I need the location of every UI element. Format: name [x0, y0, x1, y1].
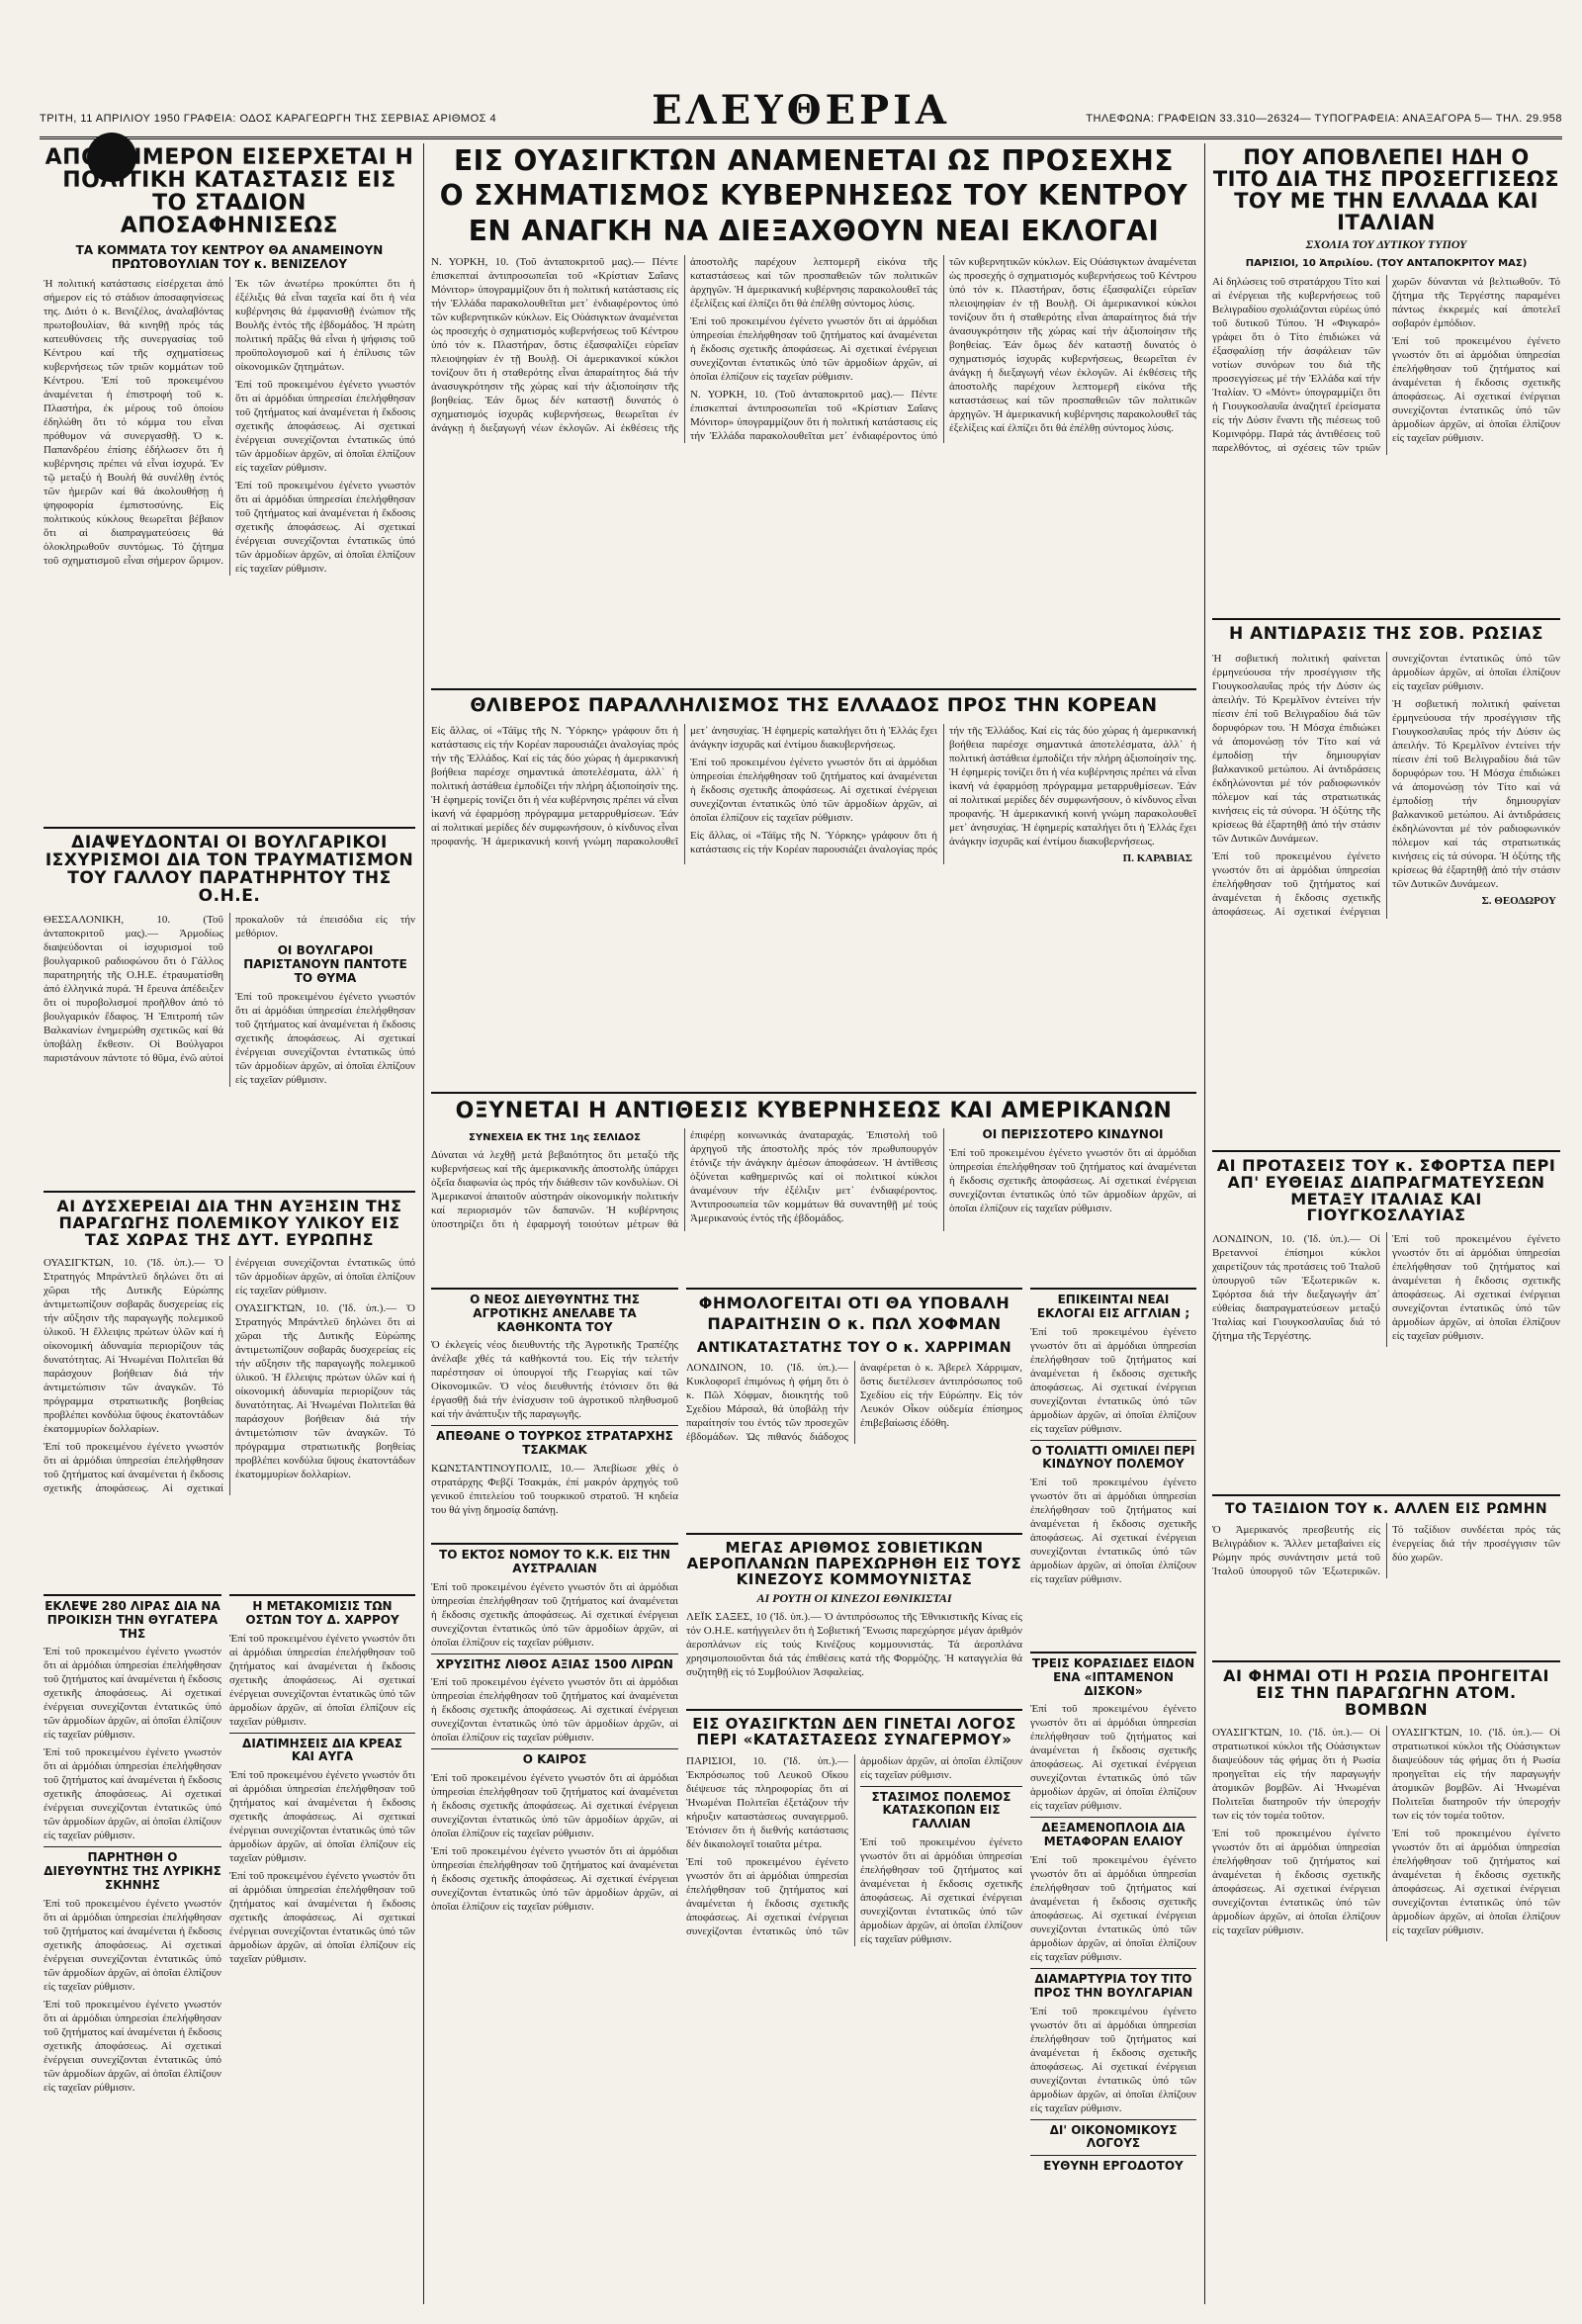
- article-body: Ἡ πολιτική κατάστασις εἰσέρχεται ἀπό σήμερον εἰς τό στάδιον ἀποσαφηνίσεως της. Διότι ὁ κ. Βενιζέλος, ἀναλαβόντας πρωτοβουλίαν, θά κινηθῇ πρός τάς κατευθύνσεις τῆς συνεργασίας τοῦ Κέντρου καί τῆς σχηματίσεως κυβερνήσεως τῶν τριῶν κομμάτων τοῦ Κέντρου. Ἐπί τοῦ προκειμένου ἀναμένεται ἡ ἐπιστροφή τοῦ κ. Πλαστήρα, ἐκ μέρους τοῦ ὁποίου ἐδηλώθη ὅτι τό κόμμα του εἶναι πρόθυμον νά συνεργασθῇ. Ὁ κ. Παπανδρέου ἐπίσης ἐδήλωσεν ὅτι ἡ κυβέρνησις πρέπει νά εἶναι ἰσχυρά. Ἐν τῷ μεταξύ ἡ Βουλή θά συνέλθῃ ἐντός τῶν ἡμερῶν καί θά ἀκολουθήσῃ ἡ ψηφοφορία ἐμπιστοσύνης. Εἰς πολιτικούς κύκλους θεωρεῖται βέβαιον ὅτι αἱ διαπραγματεύσεις θά ὁλοκληρωθοῦν συντόμως. Τό ζήτημα τοῦ σχηματισμοῦ εἶναι σήμερον ὥριμον. Ἐκ τῶν ἀνωτέρω προκύπτει ὅτι ἡ ἐξέλιξις θά εἶναι ταχεῖα καί ὅτι ἡ νέα κυβέρνησις θά ἐμφανισθῇ ἐνώπιον τῆς Βουλῆς ἐντός τῆς ἑβδομάδος. Ἡ πρώτη πολιτική πρᾶξις θά εἶναι ἡ ψήφισις τοῦ προϋπολογισμοῦ καί ἡ ἐπίλυσις τῶν οἰκονομικῶν ζητημάτων.: [44, 278, 415, 568]
- headline-flying-disc: ΤΡΕΙΣ ΚΟΡΑΣΙΔΕΣ ΕΙΔΟΝ ΕΝΑ «ΙΠΤΑΜΕΝΟΝ ΔΙΣΚΟΝ»: [1031, 1656, 1195, 1698]
- short-news-body: Ἐπί τοῦ προκειμένου ἐγένετο γνωστόν ὅτι αἱ ἁρμόδιαι ὑπηρεσίαι ἐπελήφθησαν τοῦ ζητήματος καί ἀναμένεται ἡ ἔκδοσις σχετικῆς ἀποφάσεως. Αἱ σχετικαί ἐνέργειαι συνεχίζονται ἐντατικῶς ὑπό τῶν ἁρμοδίων ἀρχῶν, αἱ ὁποῖαι ἐλπίζουν εἰς ταχεῖαν ρύθμισιν.: [229, 1769, 415, 1865]
- short-news-body: Ἐπί τοῦ προκειμένου ἐγένετο γνωστόν ὅτι αἱ ἁρμόδιαι ὑπηρεσίαι ἐπελήφθησαν τοῦ ζητήματος καί ἀναμένεται ἡ ἔκδοσις σχετικῆς ἀποφάσεως. Αἱ σχετικαί ἐνέργειαι συνεχίζονται ἐντατικῶς ὑπό τῶν ἁρμοδίων ἀρχῶν, αἱ ὁποῖαι ἐλπίζουν εἰς ταχεῖαν ρύθμισιν.: [229, 1870, 415, 1966]
- article-headline: Η ΑΝΤΙΔΡΑΣΙΣ ΤΗΣ ΣΟΒ. ΡΩΣΙΑΣ: [1228, 624, 1544, 644]
- article-body-continued: Ἐπί τοῦ προκειμένου ἐγένετο γνωστόν ὅτι αἱ ἁρμόδιαι ὑπηρεσίαι ἐπελήφθησαν τοῦ ζητήματος καί ἀναμένεται ἡ ἔκδοσις σχετικῆς ἀποφάσεως. Αἱ σχετικαί ἐνέργειαι συνεχίζονται ἐντατικῶς ὑπό τῶν ἁρμοδίων ἀρχῶν, αἱ ὁποῖαι ἐλπίζουν εἰς ταχεῖαν ρύθμισιν.: [235, 379, 415, 475]
- article-dateline: ΠΑΡΙΣΙΟΙ, 10 Ἀπριλίου. (ΤΟΥ ΑΝΤΑΠΟΚΡΙΤΟΥ ΜΑΣ): [1245, 258, 1528, 270]
- article-bulgarian-claims: [44, 827, 415, 1185]
- masthead: [40, 87, 1562, 139]
- masthead-date-address: ΤΡΙΤΗ, 11 ΑΠΡΙΛΙΟΥ 1950 ΓΡΑΦΕΙΑ: ΟΔΟΣ ΚΑΡΑΓΕΩΡΓΗ ΤΗΣ ΣΕΡΒΙΑΣ ΑΡΙΘΜΟΣ 4: [40, 113, 497, 125]
- short-news-body: Ἐπί τοῦ προκειμένου ἐγένετο γνωστόν ὅτι αἱ ἁρμόδιαι ὑπηρεσίαι ἐπελήφθησαν τοῦ ζητήματος καί ἀναμένεται ἡ ἔκδοσις σχετικῆς ἀποφάσεως. Αἱ σχετικαί ἐνέργειαι συνεχίζονται ἐντατικῶς ὑπό τῶν ἁρμοδίων ἀρχῶν, αἱ ὁποῖαι ἐλπίζουν εἰς ταχεῖαν ρύθμισιν.: [431, 1845, 678, 1914]
- article-allen-rome: [1212, 1494, 1560, 1654]
- headline-tito-protest: ΔΙΑΜΑΡΤΥΡΙΑ ΤΟΥ ΤΙΤΟ ΠΡΟΣ ΤΗΝ ΒΟΥΛΓΑΡΙΑΝ: [1030, 1968, 1196, 2001]
- short-news-body: Ἐπί τοῦ προκειμένου ἐγένετο γνωστόν ὅτι αἱ ἁρμόδιαι ὑπηρεσίαι ἐπελήφθησαν τοῦ ζητήματος καί ἀναμένεται ἡ ἔκδοσις σχετικῆς ἀποφάσεως. Αἱ σχετικαί ἐνέργειαι συνεχίζονται ἐντατικῶς ὑπό τῶν ἁρμοδίων ἀρχῶν, αἱ ὁποῖαι ἐλπίζουν εἰς ταχεῖαν ρύθμισιν.: [1030, 1703, 1196, 1813]
- article-washington-government: [431, 146, 1196, 680]
- article-headline-tsakmak: ΑΠΕΘΑΝΕ Ο ΤΟΥΡΚΟΣ ΣΤΡΑΤΑΡΧΗΣ ΤΣΑΚΜΑΚ: [431, 1425, 678, 1458]
- article-body: ΠΑΡΙΣΙΟΙ, 10. ('Ιδ. ὑπ.).— Ἐκπρόσωπος τοῦ Λευκοῦ Οἴκου διέψευσε τάς πληροφορίας ὅτι αἱ Ἡνωμέναι Πολιτεῖαι ἐξετάζουν τήν κήρυξιν καταστάσεως συναγερμοῦ. Ἐτόνισεν ὅτι ἡ διεθνής κατάστασις δέν δικαιολογεῖ τοιαῦτα μέτρα.: [686, 1754, 848, 1850]
- short-news-body: Ἐπί τοῦ προκειμένου ἐγένετο γνωστόν ὅτι αἱ ἁρμόδιαι ὑπηρεσίαι ἐπελήφθησαν τοῦ ζητήματος καί ἀναμένεται ἡ ἔκδοσις σχετικῆς ἀποφάσεως. Αἱ σχετικαί ἐνέργειαι συνεχίζονται ἐντατικῶς ὑπό τῶν ἁρμοδίων ἀρχῶν, αἱ ὁποῖαι ἐλπίζουν εἰς ταχεῖαν ρύθμισιν.: [431, 1772, 678, 1840]
- column-right-shorts: [1030, 1652, 1196, 2308]
- article-body: Αἱ δηλώσεις τοῦ στρατάρχου Τίτο καί αἱ ἐνέργειαι τῆς κυβερνήσεως τοῦ Βελιγραδίου σχολιάζονται εὐρέως ὑπό τοῦ δυτικοῦ Τύπου. Ἡ «Φιγκαρό» γράφει ὅτι ὁ Τίτο ἐπιδιώκει νά ἐξασφαλίσῃ τήν ἀσφάλειαν τῶν νοτίων συνόρων του διά τῆς προσεγγίσεως μέ τήν Ἑλλάδα καί τήν Ἰταλίαν. Ὁ «Μόντ» ὑπογραμμίζει ὅτι ἡ Γιουγκοσλαυΐα ἀναζητεῖ ἐρείσματα εἰς τήν Δύσιν ἔναντι τῆς πιέσεως τοῦ Κομινφόρμ. Παρά τάς ἀντιθέσεις τοῦ παρελθόντος, αἱ σχέσεις τῶν τριῶν χωρῶν δύνανται νά βελτιωθοῦν. Τό ζήτημα τῆς Τεργέστης παραμένει πάντως ἐκκρεμές καί ἀποτελεῖ σοβαρόν ἐμπόδιον.: [1212, 276, 1560, 455]
- column-left-shorts-2: [229, 1594, 415, 2308]
- headline-stole-pounds: ΕΚΛΕΨΕ 280 ΛΙΡΑΣ ΔΙΑ ΝΑ ΠΡΟΙΚΙΣΗ ΤΗΝ ΘΥΓΑΤΕΡΑ ΤΗΣ: [44, 1599, 220, 1641]
- headline-gold-stone: ΧΡΥΣΙΤΗΣ ΛΙΘΟΣ ΑΞΙΑΣ 1500 ΛΙΡΩΝ: [431, 1654, 678, 1672]
- article-body: ΟΥΑΣΙΓΚΤΩΝ, 10. ('Ιδ. ὑπ.).— Οἱ στρατιωτικοί κύκλοι τῆς Οὐάσιγκτων διαψεύδουν τάς φήμας ὅτι ἡ Ρωσία προηγεῖται εἰς τήν παραγωγήν ἀτομικῶν βομβῶν. Αἱ Ἡνωμέναι Πολιτεῖαι διατηροῦν τήν ὑπεροχήν των εἰς τόν τομέα τοῦτον.: [1212, 1727, 1380, 1823]
- headline-england-elections: ΕΠΙΚΕΙΝΤΑΙ ΝΕΑΙ ΕΚΛΟΓΑΙ ΕΙΣ ΑΓΓΛΙΑΝ ;: [1036, 1293, 1190, 1320]
- article-body: Ν. ΥΟΡΚΗ, 10. (Τοῦ ἀνταποκριτοῦ μας).— Πέντε ἐπισκεπταί ἀντιπροσωπεῖαι τοῦ «Κρίστιαν Σαΐανς Μόνιτορ» ὑπογραμμίζουν ὅτι ἡ πολιτική κατάστασις εἰς τήν Ἑλλάδα παρακολουθεῖται μετ᾽ ἐνδιαφέροντος ὑπό τῶν κυβερνητικῶν κύκλων. Εἰς Οὐάσιγκτων ἀναμένεται ὡς προσεχής ὁ σχηματισμός κυβερνήσεως τοῦ Κέντρου ὑπό τόν κ. Πλαστήραν, ὅστις ἐξασφαλίζει εὐρεῖαν πλειοψηφίαν ἐν τῇ Βουλῇ. Οἱ ἀμερικανικοί κύκλοι τονίζουν ὅτι ἡ σταθερότης εἶναι ἀπαραίτητος διά τήν ἀνασυγκρότησιν τῆς χώρας καί τήν ἀξιοποίησιν τῆς βοηθείας. Ἐάν ὅμως δέν καταστῇ δυνατός ὁ σχηματισμός ἰσχυρᾶς κυβερνήσεως, θεωρεῖται ἐν ἀνάγκῃ ἡ διεξαγωγή νέων ἐκλογῶν. Αἱ ἐκθέσεις τῆς ἀποστολῆς παρέχουν λεπτομερῆ εἰκόνα τῆς καταστάσεως καί τῶν προσπαθειῶν τῶν πολιτικῶν ἀρχηγῶν. Ἡ ἀμερικανική κυβέρνησις παρακολουθεῖ τάς ἐξελίξεις καί ἐλπίζει ὅτι θά ἐπέλθῃ σύντομος λύσις.: [431, 256, 937, 435]
- article-headline: ΑΙ ΦΗΜΑΙ ΟΤΙ Η ΡΩΣΙΑ ΠΡΟΗΓΕΙΤΑΙ ΕΙΣ ΤΗΝ ΠΑΡΑΓΩΓΗΝ ΑΤΟΜ. ΒΟΜΒΩΝ: [1223, 1666, 1549, 1719]
- article-headline: Ο ΝΕΟΣ ΔΙΕΥΘΥΝΤΗΣ ΤΗΣ ΑΓΡΟΤΙΚΗΣ ΑΝΕΛΑΒΕ ΤΑ ΚΑΘΗΚΟΝΤΑ ΤΟΥ: [470, 1293, 640, 1334]
- article-headline-line-3: ΕΝ ΑΝΑΓΚΗ ΝΑ ΔΙΕΞΑΧΘΟΥΝ ΝΕΑΙ ΕΚΛΟΓΑΙ: [468, 214, 1160, 247]
- article-subhead: ΑΙ ΡΟΥΤΗ ΟΙ ΚΙΝΕΖΟΙ ΕΘΝΙΚΙΣΤΑΙ: [756, 1591, 952, 1606]
- article-war-material-production: [44, 1191, 415, 1588]
- article-body-continued: Ἐπί τοῦ προκειμένου ἐγένετο γνωστόν ὅτι αἱ ἁρμόδιαι ὑπηρεσίαι ἐπελήφθησαν τοῦ ζητήματος καί ἀναμένεται ἡ ἔκδοσις σχετικῆς ἀποφάσεως. Αἱ σχετικαί ἐνέργειαι συνεχίζονται ἐντατικῶς ὑπό τῶν ἁρμοδίων ἀρχῶν, αἱ ὁποῖαι ἐλπίζουν εἰς ταχεῖαν ρύθμισιν.: [1392, 1233, 1560, 1343]
- article-body: ΘΕΣΣΑΛΟΝΙΚΗ, 10. (Τοῦ ἀνταποκριτοῦ μας).— Ἀρμοδίως διαψεύδονται οἱ ἰσχυρισμοί τοῦ βουλγαρικοῦ ραδιοφώνου ὅτι ὁ Γάλλος παρατηρητής τῆς Ο.Η.Ε. ἐτραυματίσθη ἀπό ἑλληνικά πυρά. Ἡ ἔρευνα ἀπέδειξεν ὅτι οἱ πυροβολισμοί προῆλθον ἀπό τό βουλγαρικόν ἔδαφος. Ἡ Ἐπιτροπή τῶν Βαλκανίων ἐνημερώθη σχετικῶς καί θά ὑποβάλῃ ἔκθεσιν. Οἱ Βούλγαροι παριστάνουν πάντοτε τό θῦμα, ἐνῶ αὐτοί προκαλοῦν τά ἐπεισόδια εἰς τήν μεθόριον.: [44, 914, 415, 1065]
- article-body: Ὁ Ἀμερικανός πρεσβευτής εἰς Βελιγράδιον κ. Ἄλλεν μεταβαίνει εἰς Ρώμην πρός συνάντησιν μετά τοῦ Ἰταλοῦ ὑπουργοῦ τῶν Ἐξωτερικῶν. Τό ταξίδιον συνδέεται πρός τάς ἐνεργείας διά τήν προσέγγισιν τῶν δύο χωρῶν.: [1212, 1523, 1560, 1577]
- article-body: ΟΥΑΣΙΓΚΤΩΝ, 10. ('Ιδ. ὑπ.).— Ὁ Στρατηγός Μπράντλεϋ δηλώνει ὅτι αἱ χῶραι τῆς Δυτικῆς Εὐρώπης ἀντιμετωπίζουν σοβαρᾶς δυσχερείας εἰς τήν αὔξησιν τῆς παραγωγῆς πολεμικοῦ ὑλικοῦ. Ἡ ἔλλειψις πρώτων ὑλῶν καί ἡ οἰκονομική ἀδυναμία περιορίζουν τάς δυνατότητας. Αἱ Ἡνωμέναι Πολιτεῖαι θά παράσχουν βοήθειαν διά τήν ἀντιμετώπισιν τῶν ἀναγκῶν. Τό πρόγραμμα στρατιωτικῆς βοηθείας προβλέπει κονδύλια ὕψους ἑκατοντάδων ἑκατομμυρίων δολλαρίων.: [44, 1257, 223, 1436]
- short-news-body: Ἐπί τοῦ προκειμένου ἐγένετο γνωστόν ὅτι αἱ ἁρμόδιαι ὑπηρεσίαι ἐπελήφθησαν τοῦ ζητήματος καί ἀναμένεται ἡ ἔκδοσις σχετικῆς ἀποφάσεως. Αἱ σχετικαί ἐνέργειαι συνεχίζονται ἐντατικῶς ὑπό τῶν ἁρμοδίων ἀρχῶν, αἱ ὁποῖαι ἐλπίζουν εἰς ταχεῖαν ρύθμισιν.: [860, 1835, 1022, 1945]
- article-body: Ἡ σοβιετική πολιτική φαίνεται ἐρμηνεύουσα τήν προσέγγισιν τῆς Γιουγκοσλαυΐας πρός τήν Δύσιν ὡς ἀπειλήν. Τό Κρεμλῖνον ἐντείνει τήν πίεσιν ἐπί τοῦ Βελιγραδίου διά τῶν δορυφόρων του. Ἡ Μόσχα ἐπιδιώκει νά ἀπομονώσῃ τόν Τίτο καί νά ἐμποδίσῃ τήν δημιουργίαν βαλκανικοῦ μετώπου. Αἱ ἀντιδράσεις ἐκδηλώνονται μέ τόν ραδιοφωνικόν πόλεμον καί τάς στρατιωτικάς κινήσεις εἰς τά σύνορα. Ἡ ὀξύτης τῆς κρίσεως θά ἐξαρτηθῇ ἀπό τήν στάσιν τῶν Δυτικῶν Δυνάμεων.: [1212, 652, 1380, 845]
- article-korea-parallel: [431, 688, 1196, 1086]
- article-headline-line-2: ΠΑΡΑΙΤΗΣΙΝ Ο κ. ΠΩΛ ΧΟΦΜΑΝ: [707, 1313, 1002, 1333]
- article-sforza-proposals: [1212, 1150, 1560, 1488]
- article-body-continued: Ἐπί τοῦ προκειμένου ἐγένετο γνωστόν ὅτι αἱ ἁρμόδιαι ὑπηρεσίαι ἐπελήφθησαν τοῦ ζητήματος καί ἀναμένεται ἡ ἔκδοσις σχετικῆς ἀποφάσεως. Αἱ σχετικαί ἐνέργειαι συνεχίζονται ἐντατικῶς ὑπό τῶν ἁρμοδίων ἀρχῶν, αἱ ὁποῖαι ἐλπίζουν εἰς ταχεῖαν ρύθμισιν.: [1392, 335, 1560, 445]
- article-body-continued: ΟΥΑΣΙΓΚΤΩΝ, 10. ('Ιδ. ὑπ.).— Ὁ Στρατηγός Μπράντλεϋ δηλώνει ὅτι αἱ χῶραι τῆς Δυτικῆς Εὐρώπης ἀντιμετωπίζουν σοβαρᾶς δυσχερείας εἰς τήν αὔξησιν τῆς παραγωγῆς πολεμικοῦ ὑλικοῦ. Ἡ ἔλλειψις πρώτων ὑλῶν καί ἡ οἰκονομική ἀδυναμία περιορίζουν τάς δυνατότητας. Αἱ Ἡνωμέναι Πολιτεῖαι θά παράσχουν βοήθειαν διά τήν ἀντιμετώπισιν τῶν ἀναγκῶν. Τό πρόγραμμα στρατιωτικῆς βοηθείας προβλέπει κονδύλια ὕψους ἑκατοντάδων ἑκατομμυρίων δολλαρίων.: [235, 1302, 415, 1481]
- article-body-continued: Ἐπί τοῦ προκειμένου ἐγένετο γνωστόν ὅτι αἱ ἁρμόδιαι ὑπηρεσίαι ἐπελήφθησαν τοῦ ζητήματος καί ἀναμένεται ἡ ἔκδοσις σχετικῆς ἀποφάσεως. Αἱ σχετικαί ἐνέργειαι συνεχίζονται ἐντατικῶς ὑπό τῶν ἁρμοδίων ἀρχῶν, αἱ ὁποῖαι ἐλπίζουν εἰς ταχεῖαν ρύθμισιν.: [686, 1754, 1022, 1937]
- short-news-body: Ἐπί τοῦ προκειμένου ἐγένετο γνωστόν ὅτι αἱ ἁρμόδιαι ὑπηρεσίαι ἐπελήφθησαν τοῦ ζητήματος καί ἀναμένεται ἡ ἔκδοσις σχετικῆς ἀποφάσεως. Αἱ σχετικαί ἐνέργειαι συνεχίζονται ἐντατικῶς ὑπό τῶν ἁρμοδίων ἀρχῶν, αἱ ὁποῖαι ἐλπίζουν εἰς ταχεῖαν ρύθμισιν.: [44, 1897, 221, 1993]
- article-subhead: ΟΙ ΠΕΡΙΣΣΟΤΕΡΟ ΚΙΝΔΥΝΟΙ: [982, 1127, 1164, 1142]
- article-body-continued: Ἐπί τοῦ προκειμένου ἐγένετο γνωστόν ὅτι αἱ ἁρμόδιαι ὑπηρεσίαι ἐπελήφθησαν τοῦ ζητήματος καί ἀναμένεται ἡ ἔκδοσις σχετικῆς ἀποφάσεως. Αἱ σχετικαί ἐνέργειαι συνεχίζονται ἐντατικῶς ὑπό τῶν ἁρμοδίων ἀρχῶν, αἱ ὁποῖαι ἐλπίζουν εἰς ταχεῖαν ρύθμισιν.: [1392, 1828, 1560, 1937]
- column-rule: [423, 143, 424, 2304]
- article-body-continued: Ἐπί τοῦ προκειμένου ἐγένετο γνωστόν ὅτι αἱ ἁρμόδιαι ὑπηρεσίαι ἐπελήφθησαν τοῦ ζητήματος καί ἀναμένεται ἡ ἔκδοσις σχετικῆς ἀποφάσεως. Αἱ σχετικαί ἐνέργειαι συνεχίζονται ἐντατικῶς ὑπό τῶν ἁρμοδίων ἀρχῶν, αἱ ὁποῖαι ἐλπίζουν εἰς ταχεῖαν ρύθμισιν.: [44, 1257, 415, 1495]
- headline-employer-liability: ΕΥΘΥΝΗ ΕΡΓΟΔΟΤΟΥ: [1030, 2155, 1196, 2174]
- article-body: Εἰς ἄλλας, οἱ «Τάϊμς τῆς Ν. Ὑόρκης» γράφουν ὅτι ἡ κατάστασις εἰς τήν Κορέαν παρουσιάζει ἀναλογίας πρός τήν τῆς Ἑλλάδος. Καί εἰς τάς δύο χώρας ἡ ἀμερικανική βοήθεια παρέσχε σημαντικά ἀποτελέσματα, ἀλλ᾽ ἡ πολιτική ἀστάθεια ἐμποδίζει τήν πλήρη ἀξιοποίησίν της. Ἡ ἐφημερίς τονίζει ὅτι ἡ νέα κυβέρνησις πρέπει νά εἶναι ἱκανή νά ἐφαρμόσῃ πρόγραμμα μεταρρυθμίσεων. Ἐάν αἱ πολιτικαί μερίδες δέν συμφωνήσουν, ὁ κίνδυνος εἶναι προφανής. Ἡ ἀμερικανική κοινή γνώμη παρακολουθεῖ μετ᾽ ἀνησυχίας. Ἡ ἐφημερίς καταλήγει ὅτι ἡ Ἑλλάς ἔχει ἀνάγκην ἰσχυρᾶς καί ἐντίμου διακυβερνήσεως.: [431, 724, 937, 848]
- headline-tolliatti: Ο ΤΟΛΙΑΤΤΙ ΟΜΙΛΕΙ ΠΕΡΙ ΚΙΝΔΥΝΟΥ ΠΟΛΕΜΟΥ: [1030, 1440, 1196, 1473]
- column-rule: [1204, 143, 1205, 2304]
- article-headline-line-1: ΦΗΜΟΛΟΓΕΙΤΑΙ ΟΤΙ ΘΑ ΥΠΟΒΑΛΗ: [698, 1294, 1011, 1312]
- article-body-continued: Ἐπί τοῦ προκειμένου ἐγένετο γνωστόν ὅτι αἱ ἁρμόδιαι ὑπηρεσίαι ἐπελήφθησαν τοῦ ζητήματος καί ἀναμένεται ἡ ἔκδοσις σχετικῆς ἀποφάσεως. Αἱ σχετικαί ἐνέργειαι συνεχίζονται ἐντατικῶς ὑπό τῶν ἁρμοδίων ἀρχῶν, αἱ ὁποῖαι ἐλπίζουν εἰς ταχεῖαν ρύθμισιν.: [235, 990, 415, 1086]
- article-headline: ΑΙ ΔΥΣΧΕΡΕΙΑΙ ΔΙΑ ΤΗΝ ΑΥΞΗΣΙΝ ΤΗΣ ΠΑΡΑΓΩΓΗΣ ΠΟΛΕΜΙΚΟΥ ΥΛΙΚΟΥ ΕΙΣ ΤΑΣ ΧΩΡΑΣ ΤΗΣ ΔΥΤ. ΕΥΡΩΠΗΣ: [56, 1197, 402, 1249]
- headline-economic-reasons: ΔΙ' ΟΙΚΟΝΟΜΙΚΟΥΣ ΛΟΓΟΥΣ: [1030, 2119, 1196, 2152]
- article-body-continued: Ἐπί τοῦ προκειμένου ἐγένετο γνωστόν ὅτι αἱ ἁρμόδιαι ὑπηρεσίαι ἐπελήφθησαν τοῦ ζητήματος καί ἀναμένεται ἡ ἔκδοσις σχετικῆς ἀποφάσεως. Αἱ σχετικαί ἐνέργειαι συνεχίζονται ἐντατικῶς ὑπό τῶν ἁρμοδίων ἀρχῶν, αἱ ὁποῖαι ἐλπίζουν εἰς ταχεῖαν ρύθμισιν.: [949, 1146, 1196, 1214]
- article-headline: ΠΟΥ ΑΠΟΒΛΕΠΕΙ ΗΔΗ Ο ΤΙΤΟ ΔΙΑ ΤΗΣ ΠΡΟΣΕΓΓΙΣΕΩΣ ΤΟΥ ΜΕ ΤΗΝ ΕΛΛΑΔΑ ΚΑΙ ΙΤΑΛΙΑΝ: [1212, 146, 1560, 235]
- article-agricultural-director: [431, 1288, 678, 1537]
- headline-weather: Ο ΚΑΙΡΟΣ: [431, 1748, 678, 1767]
- article-hoffman-resignation: [686, 1288, 1022, 1527]
- article-soviet-reaction: [1212, 618, 1560, 1144]
- article-body-continued: Ἡ σοβιετική πολιτική φαίνεται ἐρμηνεύουσα τήν προσέγγισιν τῆς Γιουγκοσλαυΐας πρός τήν Δύσιν ὡς ἀπειλήν. Τό Κρεμλῖνον ἐντείνει τήν πίεσιν ἐπί τοῦ Βελιγραδίου διά τῶν δορυφόρων του. Ἡ Μόσχα ἐπιδιώκει νά ἀπομονώσῃ τόν Τίτο καί νά ἐμποδίσῃ τήν δημιουργίαν βαλκανικοῦ μετώπου. Αἱ ἀντιδράσεις ἐκδηλώνονται μέ τόν ραδιοφωνικόν πόλεμον καί τάς στρατιωτικάς κινήσεις εἰς τά σύνορα. Ἡ ὀξύτης τῆς κρίσεως θά ἐξαρτηθῇ ἀπό τήν στάσιν τῶν Δυτικῶν Δυνάμεων.: [1392, 697, 1560, 890]
- article-signature: Σ. ΘΕΟΔΩΡΟΥ: [1481, 894, 1556, 907]
- article-body-continued: Ἐπί τοῦ προκειμένου ἐγένετο γνωστόν ὅτι αἱ ἁρμόδιαι ὑπηρεσίαι ἐπελήφθησαν τοῦ ζητήματος καί ἀναμένεται ἡ ἔκδοσις σχετικῆς ἀποφάσεως. Αἱ σχετικαί ἐνέργειαι συνεχίζονται ἐντατικῶς ὑπό τῶν ἁρμοδίων ἀρχῶν, αἱ ὁποῖαι ἐλπίζουν εἰς ταχεῖαν ρύθμισιν.: [690, 315, 937, 384]
- article-state-of-alarm: [686, 1709, 1022, 2308]
- short-news-body: Ἐπί τοῦ προκειμένου ἐγένετο γνωστόν ὅτι αἱ ἁρμόδιαι ὑπηρεσίαι ἐπελήφθησαν τοῦ ζητήματος καί ἀναμένεται ἡ ἔκδοσις σχετικῆς ἀποφάσεως. Αἱ σχετικαί ἐνέργειαι συνεχίζονται ἐντατικῶς ὑπό τῶν ἁρμοδίων ἀρχῶν, αἱ ὁποῖαι ἐλπίζουν εἰς ταχεῖαν ρύθμισιν.: [431, 1676, 678, 1744]
- article-body: ΛΟΝΔΙΝΟΝ, 10. ('Ιδ. ὑπ.).— Οἱ Βρεταννοί ἐπίσημοι κύκλοι χαιρετίζουν τάς προτάσεις τοῦ Ἰταλοῦ ὑπουργοῦ τῶν Ἐξωτερικῶν κ. Σφόρτσα διά τήν διεξαγωγήν ἀπ᾽ εὐθείας διαπραγματεύσεων μεταξύ Ἰταλίας καί Γιουγκοσλαυΐας διά τό ζήτημα τῆς Τεργέστης.: [1212, 1233, 1380, 1343]
- article-headline: ΤΟ ΤΑΞΙΔΙΟΝ ΤΟΥ κ. ΑΛΛΕΝ ΕΙΣ ΡΩΜΗΝ: [1224, 1501, 1548, 1517]
- article-body-continued: Ἐπί τοῦ προκειμένου ἐγένετο γνωστόν ὅτι αἱ ἁρμόδιαι ὑπηρεσίαι ἐπελήφθησαν τοῦ ζητήματος καί ἀναμένεται ἡ ἔκδοσις σχετικῆς ἀποφάσεως. Αἱ σχετικαί ἐνέργειαι συνεχίζονται ἐντατικῶς ὑπό τῶν ἁρμοδίων ἀρχῶν, αἱ ὁποῖαι ἐλπίζουν εἰς ταχεῖαν ρύθμισιν.: [690, 756, 937, 824]
- column-short-news: [1030, 1288, 1196, 1646]
- article-kicker: ΣΥΝΕΧΕΙΑ ΕΚ ΤΗΣ 1ης ΣΕΛΙΔΟΣ: [469, 1132, 641, 1144]
- article-body-continued: Εἰς ἄλλας, οἱ «Τάϊμς τῆς Ν. Ὑόρκης» γράφουν ὅτι ἡ κατάστασις εἰς τήν Κορέαν παρουσιάζει ἀναλογίας πρός τήν τῆς Ἑλλάδος. Καί εἰς τάς δύο χώρας ἡ ἀμερικανική βοήθεια παρέσχε σημαντικά ἀποτελέσματα, ἀλλ᾽ ἡ πολιτική ἀστάθεια ἐμποδίζει τήν πλήρη ἀξιοποίησίν της. Ἡ ἐφημερίς τονίζει ὅτι ἡ νέα κυβέρνησις πρέπει νά εἶναι ἱκανή νά ἐφαρμόσῃ πρόγραμμα μεταρρυθμίσεων. Ἐάν αἱ πολιτικαί μερίδες δέν συμφωνήσουν, ὁ κίνδυνος εἶναι προφανής. Ἡ ἀμερικανική κοινή γνώμη παρακολουθεῖ μετ᾽ ἀνησυχίας. Ἡ ἐφημερίς καταλήγει ὅτι ἡ Ἑλλάς ἔχει ἀνάγκην ἰσχυρᾶς καί ἐντίμου διακυβερνήσεως.: [690, 724, 1196, 855]
- column-center-shorts: [431, 1543, 678, 2308]
- headline-meat-eggs: ΔΙΑΤΙΜΗΣΕΙΣ ΔΙΑ ΚΡΕΑΣ ΚΑΙ ΑΥΓΑ: [229, 1733, 415, 1765]
- headline-outlaw-party: ΤΟ ΕΚΤΟΣ ΝΟΜΟΥ ΤΟ Κ.Κ. ΕΙΣ ΤΗΝ ΑΥΣΤΡΑΛΙΑΝ: [439, 1548, 670, 1575]
- short-news-body: Ἐπί τοῦ προκειμένου ἐγένετο γνωστόν ὅτι αἱ ἁρμόδιαι ὑπηρεσίαι ἐπελήφθησαν τοῦ ζητήματος καί ἀναμένεται ἡ ἔκδοσις σχετικῆς ἀποφάσεως. Αἱ σχετικαί ἐνέργειαι συνεχίζονται ἐντατικῶς ὑπό τῶν ἁρμοδίων ἀρχῶν, αἱ ὁποῖαι ἐλπίζουν εἰς ταχεῖαν ρύθμισιν.: [1030, 1853, 1196, 1963]
- article-political-situation: [44, 146, 415, 819]
- article-headline-line-3: ΑΝΤΙΚΑΤΑΣΤΑΤΗΣ ΤΟΥ Ο κ. ΧΑΡΡΙΜΑΝ: [696, 1339, 1012, 1356]
- article-government-americans-conflict: [431, 1092, 1196, 1282]
- article-signature: Π. ΚΑΡΑΒΙΑΣ: [1122, 851, 1192, 864]
- column-left-shorts: [44, 1594, 221, 2308]
- article-headline: ΑΠΟ ΣΗΜΕΡΟΝ ΕΙΣΕΡΧΕΤΑΙ Η ΠΟΛΙΤΙΚΗ ΚΑΤΑΣΤΑΣΙΣ ΕΙΣ ΤΟ ΣΤΑΔΙΟΝ ΑΠΟΣΑΦΗΝΙΣΕΩΣ: [44, 146, 414, 239]
- article-body-continued: Ν. ΥΟΡΚΗ, 10. (Τοῦ ἀνταποκριτοῦ μας).— Πέντε ἐπισκεπταί ἀντιπροσωπεῖαι τοῦ «Κρίστιαν Σαΐανς Μόνιτορ» ὑπογραμμίζουν ὅτι ἡ πολιτική κατάστασις εἰς τήν Ἑλλάδα παρακολουθεῖται μετ᾽ ἐνδιαφέροντος ὑπό τῶν κυβερνητικῶν κύκλων. Εἰς Οὐάσιγκτων ἀναμένεται ὡς προσεχής ὁ σχηματισμός κυβερνήσεως τοῦ Κέντρου ὑπό τόν κ. Πλαστήραν, ὅστις ἐξασφαλίζει εὐρεῖαν πλειοψηφίαν ἐν τῇ Βουλῇ. Οἱ ἀμερικανικοί κύκλοι τονίζουν ὅτι ἡ σταθερότης εἶναι ἀπαραίτητος διά τήν ἀνασυγκρότησιν τῆς χώρας καί τήν ἀξιοποίησιν τῆς βοηθείας. Ἐάν ὅμως δέν καταστῇ δυνατός ὁ σχηματισμός ἰσχυρᾶς κυβερνήσεως, θεωρεῖται ἐν ἀνάγκῃ ἡ διεξαγωγή νέων ἐκλογῶν. Αἱ ἐκθέσεις τῆς ἀποστολῆς παρέχουν λεπτομερῆ εἰκόνα τῆς καταστάσεως καί τῶν προσπαθειῶν τῶν πολιτικῶν ἀρχηγῶν. Ἡ ἀμερικανική κυβέρνησις παρακολουθεῖ τάς ἐξελίξεις καί ἐλπίζει ὅτι θά ἐπέλθῃ σύντομος λύσις.: [690, 256, 1196, 443]
- short-news-body: Ἐπί τοῦ προκειμένου ἐγένετο γνωστόν ὅτι αἱ ἁρμόδιαι ὑπηρεσίαι ἐπελήφθησαν τοῦ ζητήματος καί ἀναμένεται ἡ ἔκδοσις σχετικῆς ἀποφάσεως. Αἱ σχετικαί ἐνέργειαι συνεχίζονται ἐντατικῶς ὑπό τῶν ἁρμοδίων ἀρχῶν, αἱ ὁποῖαι ἐλπίζουν εἰς ταχεῖαν ρύθμισιν.: [1030, 1325, 1196, 1435]
- newspaper-title: ΕΛΕΥΘΕΡΙΑ: [652, 87, 950, 134]
- article-headline: ΕΙΣ ΟΥΑΣΙΓΚΤΩΝ ΔΕΝ ΓΙΝΕΤΑΙ ΛΟΓΟΣ ΠΕΡΙ «ΚΑΤΑΣΤΑΣΕΩΣ ΣΥΝΑΓΕΡΜΟΥ»: [692, 1715, 1016, 1748]
- short-news-body: Ἐπί τοῦ προκειμένου ἐγένετο γνωστόν ὅτι αἱ ἁρμόδιαι ὑπηρεσίαι ἐπελήφθησαν τοῦ ζητήματος καί ἀναμένεται ἡ ἔκδοσις σχετικῆς ἀποφάσεως. Αἱ σχετικαί ἐνέργειαι συνεχίζονται ἐντατικῶς ὑπό τῶν ἁρμοδίων ἀρχῶν, αἱ ὁποῖαι ἐλπίζουν εἰς ταχεῖαν ρύθμισιν.: [44, 1998, 221, 2094]
- headline-bones-transfer: Η ΜΕΤΑΚΟΜΙΣΙΣ ΤΩΝ ΟΣΤΩΝ ΤΟΥ Δ. ΧΑΡΡΟΥ: [245, 1599, 399, 1627]
- article-body-continued: ΟΥΑΣΙΓΚΤΩΝ, 10. ('Ιδ. ὑπ.).— Οἱ στρατιωτικοί κύκλοι τῆς Οὐάσιγκτων διαψεύδουν τάς φήμας ὅτι ἡ Ρωσία προηγεῖται εἰς τήν παραγωγήν ἀτομικῶν βομβῶν. Αἱ Ἡνωμέναι Πολιτεῖαι διατηροῦν τήν ὑπεροχήν των εἰς τόν τομέα τοῦτον.: [1392, 1727, 1560, 1823]
- article-body-continued: Ἐπί τοῦ προκειμένου ἐγένετο γνωστόν ὅτι αἱ ἁρμόδιαι ὑπηρεσίαι ἐπελήφθησαν τοῦ ζητήματος καί ἀναμένεται ἡ ἔκδοσις σχετικῆς ἀποφάσεως. Αἱ σχετικαί ἐνέργειαι συνεχίζονται ἐντατικῶς ὑπό τῶν ἁρμοδίων ἀρχῶν, αἱ ὁποῖαι ἐλπίζουν εἰς ταχεῖαν ρύθμισιν.: [235, 480, 415, 576]
- headline-lyric-stage: ΠΑΡΗΤΗΘΗ Ο ΔΙΕΥΘΥΝΤΗΣ ΤΗΣ ΛΥΡΙΚΗΣ ΣΚΗΝΗΣ: [44, 1846, 221, 1892]
- article-body: Ὁ ἐκλεγείς νέος διευθυντής τῆς Ἀγροτικῆς Τραπέζης ἀνέλαβε χθές τά καθήκοντά του. Εἰς τήν τελετήν παρέστησαν οἱ ὑπουργοί τῆς Γεωργίας καί τῶν Οἰκονομικῶν. Ὁ νέος διευθυντής ἐτόνισεν ὅτι θά ἐργασθῇ διά τήν ἐνίσχυσιν τοῦ ἀγροτικοῦ πληθυσμοῦ καί τήν ἀνάπτυξιν τῆς παραγωγῆς.: [431, 1339, 678, 1421]
- short-news-body: Ἐπί τοῦ προκειμένου ἐγένετο γνωστόν ὅτι αἱ ἁρμόδιαι ὑπηρεσίαι ἐπελήφθησαν τοῦ ζητήματος καί ἀναμένεται ἡ ἔκδοσις σχετικῆς ἀποφάσεως. Αἱ σχετικαί ἐνέργειαι συνεχίζονται ἐντατικῶς ὑπό τῶν ἁρμοδίων ἀρχῶν, αἱ ὁποῖαι ἐλπίζουν εἰς ταχεῖαν ρύθμισιν.: [431, 1580, 678, 1649]
- headline-spy-war: ΣΤΑΣΙΜΟΣ ΠΟΛΕΜΟΣ ΚΑΤΑΣΚΟΠΩΝ ΕΙΣ ΓΑΛΛΙΑΝ: [860, 1786, 1022, 1832]
- masthead-phones: ΤΗΛΕΦΩΝΑ: ΓΡΑΦΕΙΩΝ 33.310—26324— ΤΥΠΟΓΡΑΦΕΙΑ: ΑΝΑΞΑΓΟΡΑ 5— ΤΗΛ. 29.958: [1086, 113, 1562, 125]
- article-headline: ΟΞΥΝΕΤΑΙ Η ΑΝΤΙΘΕΣΙΣ ΚΥΒΕΡΝΗΣΕΩΣ ΚΑΙ ΑΜΕΡΙΚΑΝΩΝ: [455, 1099, 1173, 1123]
- short-news-body: Ἐπί τοῦ προκειμένου ἐγένετο γνωστόν ὅτι αἱ ἁρμόδιαι ὑπηρεσίαι ἐπελήφθησαν τοῦ ζητήματος καί ἀναμένεται ἡ ἔκδοσις σχετικῆς ἀποφάσεως. Αἱ σχετικαί ἐνέργειαι συνεχίζονται ἐντατικῶς ὑπό τῶν ἁρμοδίων ἀρχῶν, αἱ ὁποῖαι ἐλπίζουν εἰς ταχεῖαν ρύθμισιν.: [1030, 1476, 1196, 1586]
- article-body-continued: Ἐπί τοῦ προκειμένου ἐγένετο γνωστόν ὅτι αἱ ἁρμόδιαι ὑπηρεσίαι ἐπελήφθησαν τοῦ ζητήματος καί ἀναμένεται ἡ ἔκδοσις σχετικῆς ἀποφάσεως. Αἱ σχετικαί ἐνέργειαι συνεχίζονται ἐντατικῶς ὑπό τῶν ἁρμοδίων ἀρχῶν, αἱ ὁποῖαι ἐλπίζουν εἰς ταχεῖαν ρύθμισιν.: [1212, 652, 1560, 918]
- article-headline-line-2: Ο ΣΧΗΜΑΤΙΣΜΟΣ ΚΥΒΕΡΝΗΣΕΩΣ ΤΟΥ ΚΕΝΤΡΟΥ: [439, 179, 1188, 213]
- article-atomic-bombs: [1212, 1660, 1560, 2308]
- short-news-body: Ἐπί τοῦ προκειμένου ἐγένετο γνωστόν ὅτι αἱ ἁρμόδιαι ὑπηρεσίαι ἐπελήφθησαν τοῦ ζητήματος καί ἀναμένεται ἡ ἔκδοσις σχετικῆς ἀποφάσεως. Αἱ σχετικαί ἐνέργειαι συνεχίζονται ἐντατικῶς ὑπό τῶν ἁρμοδίων ἀρχῶν, αἱ ὁποῖαι ἐλπίζουν εἰς ταχεῖαν ρύθμισιν.: [229, 1632, 415, 1728]
- article-headline: ΔΙΑΨΕΥΔΟΝΤΑΙ ΟΙ ΒΟΥΛΓΑΡΙΚΟΙ ΙΣΧΥΡΙΣΜΟΙ ΔΙΑ ΤΟΝ ΤΡΑΥΜΑΤΙΣΜΟΝ ΤΟΥ ΓΑΛΛΟΥ ΠΑΡΑΤΗΡΗΤΟΥ ΤΗΣ Ο.Η.Ε.: [44, 833, 414, 906]
- article-body-tsakmak: ΚΩΝΣΤΑΝΤΙΝΟΥΠΟΛΙΣ, 10.— Ἀπεβίωσε χθές ὁ στρατάρχης Φεβζί Τσακμάκ, ἐπί μακρόν ἀρχηγός τοῦ γενικοῦ ἐπιτελείου τοῦ τουρκικοῦ στρατοῦ. Ἡ κηδεία του θά γίνῃ δημοσίᾳ δαπάνῃ.: [431, 1462, 678, 1516]
- article-body: ΛΟΝΔΙΝΟΝ, 10. ('Ιδ. ὑπ.).— Κυκλοφορεῖ ἐπιμόνως ἡ φήμη ὅτι ὁ κ. Πῶλ Χόφμαν, διοικητής τοῦ Σχεδίου Μάρσαλ, θά ὑποβάλῃ τήν παραίτησίν του ἐντός τῶν προσεχῶν ἑβδομάδων. Ὡς πιθανός διάδοχος ἀναφέρεται ὁ κ. Ἀβερελ Χάρριμαν, ὅστις διετέλεσεν ἀντιπρόσωπος τοῦ Σχεδίου εἰς τήν Εὐρώπην. Εἰς τόν Λευκόν Οἶκον οὐδεμία ἐπίσημος ἐπιβεβαίωσις ἐδόθη.: [686, 1362, 1022, 1444]
- article-subhead: ΟΙ ΒΟΥΛΓΑΡΟΙ ΠΑΡΙΣΤΑΝΟΥΝ ΠΑΝΤΟΤΕ ΤΟ ΘΥΜΑ: [243, 943, 407, 985]
- article-body: Δύναται νά λεχθῇ μετά βεβαιότητος ὅτι μεταξύ τῆς κυβερνήσεως καί τῆς ἀμερικανικῆς ἀποστολῆς ὑπάρχει ὀξεῖα διαφωνία ὡς πρός τήν διάθεσιν τῶν κονδυλίων. Οἱ Ἀμερικανοί ἀπαιτοῦν αὐστηράν οἰκονομικήν πολιτικήν καί περιορισμόν τῶν δαπανῶν. Ἡ κυβέρνησις ὑποστηρίζει ὅτι ἡ ἐφαρμογή τοιούτων μέτρων θά ἐπιφέρῃ κοινωνικάς ἀναταραχάς. Ἐπιστολή τοῦ ἀρχηγοῦ τῆς ἀποστολῆς πρός τόν πρωθυπουργόν ἐτόνιζε τήν ἀνάγκην ἀμέσων ἀποφάσεων. Ἡ ἀντίθεσις ὀξύνεται καθημερινῶς καί οἱ πολιτικοί κύκλοι ἀναμένουν τήν ἐξέλιξιν μετ᾽ ἐνδιαφέροντος. Ἀντιπροσωπεία τῶν κομμάτων θά συναντηθῇ μέ τούς Ἀμερικανούς ἐντός τῆς ἑβδομάδος.: [431, 1129, 937, 1230]
- article-headline: ΘΛΙΒΕΡΟΣ ΠΑΡΑΛΛΗΛΙΣΜΟΣ ΤΗΣ ΕΛΛΑΔΟΣ ΠΡΟΣ ΤΗΝ ΚΟΡΕΑΝ: [470, 694, 1158, 716]
- article-soviet-airplanes: [686, 1533, 1022, 1703]
- article-body: ΛΕΪΚ ΣΑΞΕΣ, 10 ('Ιδ. ὑπ.).— Ὁ ἀντιπρόσωπος τῆς Ἐθνικιστικῆς Κίνας εἰς τόν Ο.Η.Ε. κατήγγειλεν ὅτι ἡ Σοβιετική Ἕνωσις παρεχώρησε μέγαν ἀριθμόν ἀεροπλάνων εἰς τούς Κινέζους κομμουνιστάς. Τά ἀεροπλάνα χρησιμοποιοῦνται διά τάς ἐπιθέσεις κατά τῆς Φορμόζης. Ἡ καταγγελία θά συζητηθῇ εἰς τό Συμβούλιον Ἀσφαλείας.: [686, 1611, 1022, 1679]
- article-headline: ΑΙ ΠΡΟΤΑΣΕΙΣ ΤΟΥ κ. ΣΦΟΡΤΣΑ ΠΕΡΙ ΑΠ' ΕΥΘΕΙΑΣ ΔΙΑΠΡΑΓΜΑΤΕΥΣΕΩΝ ΜΕΤΑΞΥ ΙΤΑΛΙΑΣ ΚΑΙ ΓΙΟΥΓΚΟΣΛΑΥΙΑΣ: [1216, 1156, 1556, 1225]
- article-subhead: ΤΑ ΚΟΜΜΑΤΑ ΤΟΥ ΚΕΝΤΡΟΥ ΘΑ ΑΝΑΜΕΙΝΟΥΝ ΠΡΩΤΟΒΟΥΛΙΑΝ ΤΟΥ κ. ΒΕΝΙΖΕΛΟΥ: [75, 243, 384, 272]
- short-news-body: Ἐπί τοῦ προκειμένου ἐγένετο γνωστόν ὅτι αἱ ἁρμόδιαι ὑπηρεσίαι ἐπελήφθησαν τοῦ ζητήματος καί ἀναμένεται ἡ ἔκδοσις σχετικῆς ἀποφάσεως. Αἱ σχετικαί ἐνέργειαι συνεχίζονται ἐντατικῶς ὑπό τῶν ἁρμοδίων ἀρχῶν, αἱ ὁποῖαι ἐλπίζουν εἰς ταχεῖαν ρύθμισιν.: [1030, 2005, 1196, 2114]
- headline-oil-tankers: ΔΕΞΑΜΕΝΟΠΛΟΙΑ ΔΙΑ ΜΕΤΑΦΟΡΑΝ ΕΛΑΙΟΥ: [1030, 1817, 1196, 1849]
- short-news-body: Ἐπί τοῦ προκειμένου ἐγένετο γνωστόν ὅτι αἱ ἁρμόδιαι ὑπηρεσίαι ἐπελήφθησαν τοῦ ζητήματος καί ἀναμένεται ἡ ἔκδοσις σχετικῆς ἀποφάσεως. Αἱ σχετικαί ἐνέργειαι συνεχίζονται ἐντατικῶς ὑπό τῶν ἁρμοδίων ἀρχῶν, αἱ ὁποῖαι ἐλπίζουν εἰς ταχεῖαν ρύθμισιν.: [44, 1646, 221, 1742]
- article-body-continued: Ἐπί τοῦ προκειμένου ἐγένετο γνωστόν ὅτι αἱ ἁρμόδιαι ὑπηρεσίαι ἐπελήφθησαν τοῦ ζητήματος καί ἀναμένεται ἡ ἔκδοσις σχετικῆς ἀποφάσεως. Αἱ σχετικαί ἐνέργειαι συνεχίζονται ἐντατικῶς ὑπό τῶν ἁρμοδίων ἀρχῶν, αἱ ὁποῖαι ἐλπίζουν εἰς ταχεῖαν ρύθμισιν.: [1212, 1828, 1380, 1937]
- short-news-body: Ἐπί τοῦ προκειμένου ἐγένετο γνωστόν ὅτι αἱ ἁρμόδιαι ὑπηρεσίαι ἐπελήφθησαν τοῦ ζητήματος καί ἀναμένεται ἡ ἔκδοσις σχετικῆς ἀποφάσεως. Αἱ σχετικαί ἐνέργειαι συνεχίζονται ἐντατικῶς ὑπό τῶν ἁρμοδίων ἀρχῶν, αἱ ὁποῖαι ἐλπίζουν εἰς ταχεῖαν ρύθμισιν.: [44, 1746, 221, 1842]
- article-tito-rapprochement: [1212, 146, 1560, 611]
- article-headline: ΜΕΓΑΣ ΑΡΙΘΜΟΣ ΣΟΒΙΕΤΙΚΩΝ ΑΕΡΟΠΛΑΝΩΝ ΠΑΡΕΧΩΡΗΘΗ ΕΙΣ ΤΟΥΣ ΚΙΝΕΖΟΥΣ ΚΟΜΜΟΥΝΙΣΤΑΣ: [686, 1539, 1022, 1588]
- article-subhead: ΣΧΟΛΙΑ ΤΟΥ ΔΥΤΙΚΟΥ ΤΥΠΟΥ: [1305, 237, 1467, 252]
- article-headline-line-1: ΕΙΣ ΟΥΑΣΙΓΚΤΩΝ ΑΝΑΜΕΝΕΤΑΙ ΩΣ ΠΡΟΣΕΧΗΣ: [454, 146, 1174, 177]
